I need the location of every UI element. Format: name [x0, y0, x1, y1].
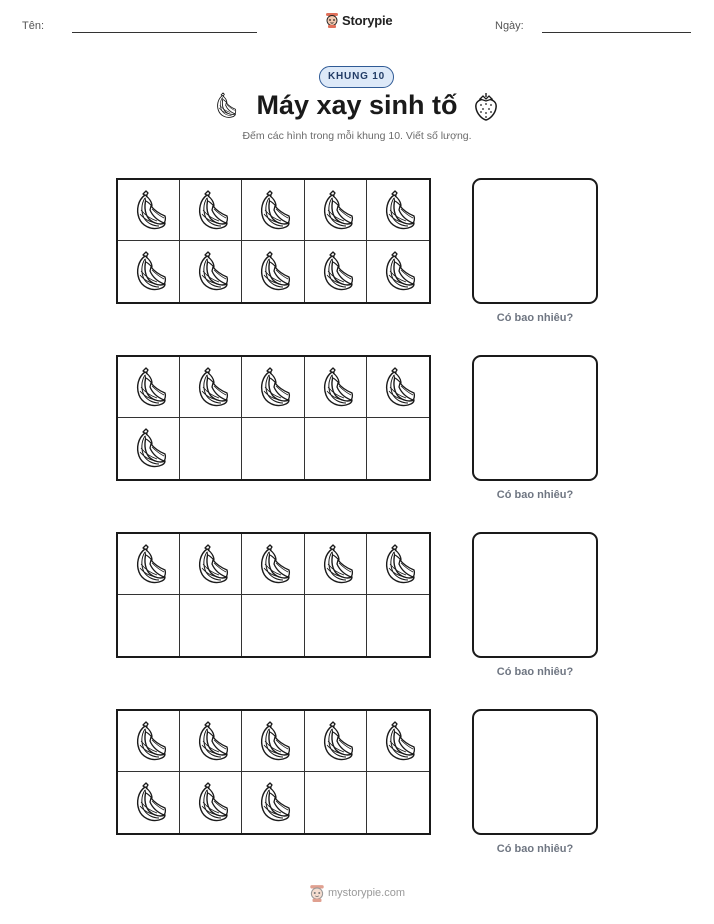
ten-frame-cell [118, 772, 180, 833]
ten-frame-cell [118, 534, 180, 595]
answer-box[interactable] [472, 355, 598, 481]
banana-icon [189, 542, 233, 588]
ten-frame-cell [180, 772, 242, 833]
ten-frame-3 [116, 532, 431, 658]
banana-icon [376, 188, 420, 234]
ten-frame-cell [367, 357, 429, 418]
ten-frame-cell [118, 241, 180, 302]
banana-icon [314, 365, 358, 411]
banana-icon [251, 188, 295, 234]
instructions: Đếm các hình trong mỗi khung 10. Viết số lượng. [242, 130, 472, 142]
ten-frame-cell [367, 180, 429, 241]
banana-icon [376, 542, 420, 588]
banana-icon [376, 719, 420, 765]
banana-icon [127, 542, 171, 588]
banana-icon [189, 780, 233, 826]
ten-frame-cell [118, 180, 180, 241]
ten-frame-cell [367, 241, 429, 302]
footer-url: mystorypie.com [328, 887, 406, 899]
banana-icon [376, 365, 420, 411]
ten-frame-cell [242, 595, 304, 656]
brand-name: Storypie [342, 12, 393, 28]
ten-frame-cell [118, 357, 180, 418]
ten-frame-cell [242, 534, 304, 595]
banana-icon [314, 188, 358, 234]
ten-frame-cell [305, 418, 367, 479]
how-many-label: Có bao nhiêu? [496, 666, 574, 678]
banana-icon [251, 780, 295, 826]
banana-icon [251, 365, 295, 411]
banana-icon [314, 719, 358, 765]
answer-box[interactable] [472, 532, 598, 658]
ten-frame-1 [116, 178, 431, 304]
ten-frame-cell [242, 711, 304, 772]
footer [309, 884, 405, 902]
ten-frame-cell [367, 418, 429, 479]
answer-box[interactable] [472, 178, 598, 304]
strawberry-icon [471, 91, 501, 122]
banana-icon [127, 365, 171, 411]
date-line [542, 32, 691, 33]
ten-frame-4 [116, 709, 431, 835]
banana-icon [189, 188, 233, 234]
banana-icon [314, 542, 358, 588]
ten-frame-cell [180, 357, 242, 418]
ten-frame-cell [242, 180, 304, 241]
how-many-label: Có bao nhiêu? [496, 489, 574, 501]
ten-frame-cell [305, 357, 367, 418]
banana-icon [251, 719, 295, 765]
storypie-mascot-icon [309, 884, 325, 902]
banana-icon [251, 542, 295, 588]
storypie-mascot-icon [325, 12, 339, 28]
banana-icon [251, 249, 295, 295]
ten-frame-cell [305, 595, 367, 656]
brand-logo [325, 12, 392, 28]
name-line [72, 32, 257, 33]
ten-frame-cell [118, 595, 180, 656]
ten-frame-cell [242, 241, 304, 302]
how-many-label: Có bao nhiêu? [496, 843, 574, 855]
date-label: Ngày: [495, 20, 524, 32]
banana-icon [127, 780, 171, 826]
ten-frame-cell [305, 534, 367, 595]
ten-frame-cell [367, 534, 429, 595]
ten-frame-cell [367, 772, 429, 833]
ten-frame-cell [242, 772, 304, 833]
page-title: Máy xay sinh tố [256, 90, 458, 120]
banana-icon [314, 249, 358, 295]
banana-icon [127, 249, 171, 295]
ten-frame-cell [305, 180, 367, 241]
ten-frame-cell [242, 418, 304, 479]
ten-frame-cell [180, 418, 242, 479]
how-many-label: Có bao nhiêu? [496, 312, 574, 324]
banana-icon [127, 719, 171, 765]
ten-frame-cell [242, 357, 304, 418]
worksheet-type-badge: KHUNG 10 [319, 66, 394, 88]
banana-icon [127, 426, 171, 472]
banana-icon [189, 249, 233, 295]
ten-frame-2 [116, 355, 431, 481]
banana-icon [127, 188, 171, 234]
ten-frame-cell [118, 711, 180, 772]
answer-box[interactable] [472, 709, 598, 835]
ten-frame-cell [118, 418, 180, 479]
ten-frame-cell [180, 595, 242, 656]
ten-frame-cell [367, 595, 429, 656]
ten-frame-cell [180, 241, 242, 302]
ten-frame-cell [367, 711, 429, 772]
banana-icon [376, 249, 420, 295]
ten-frame-cell [305, 772, 367, 833]
banana-icon [189, 719, 233, 765]
ten-frame-cell [305, 241, 367, 302]
ten-frame-cell [180, 534, 242, 595]
name-label: Tên: [22, 20, 45, 32]
ten-frame-cell [180, 180, 242, 241]
ten-frame-cell [180, 711, 242, 772]
ten-frame-cell [305, 711, 367, 772]
banana-icon [189, 365, 233, 411]
